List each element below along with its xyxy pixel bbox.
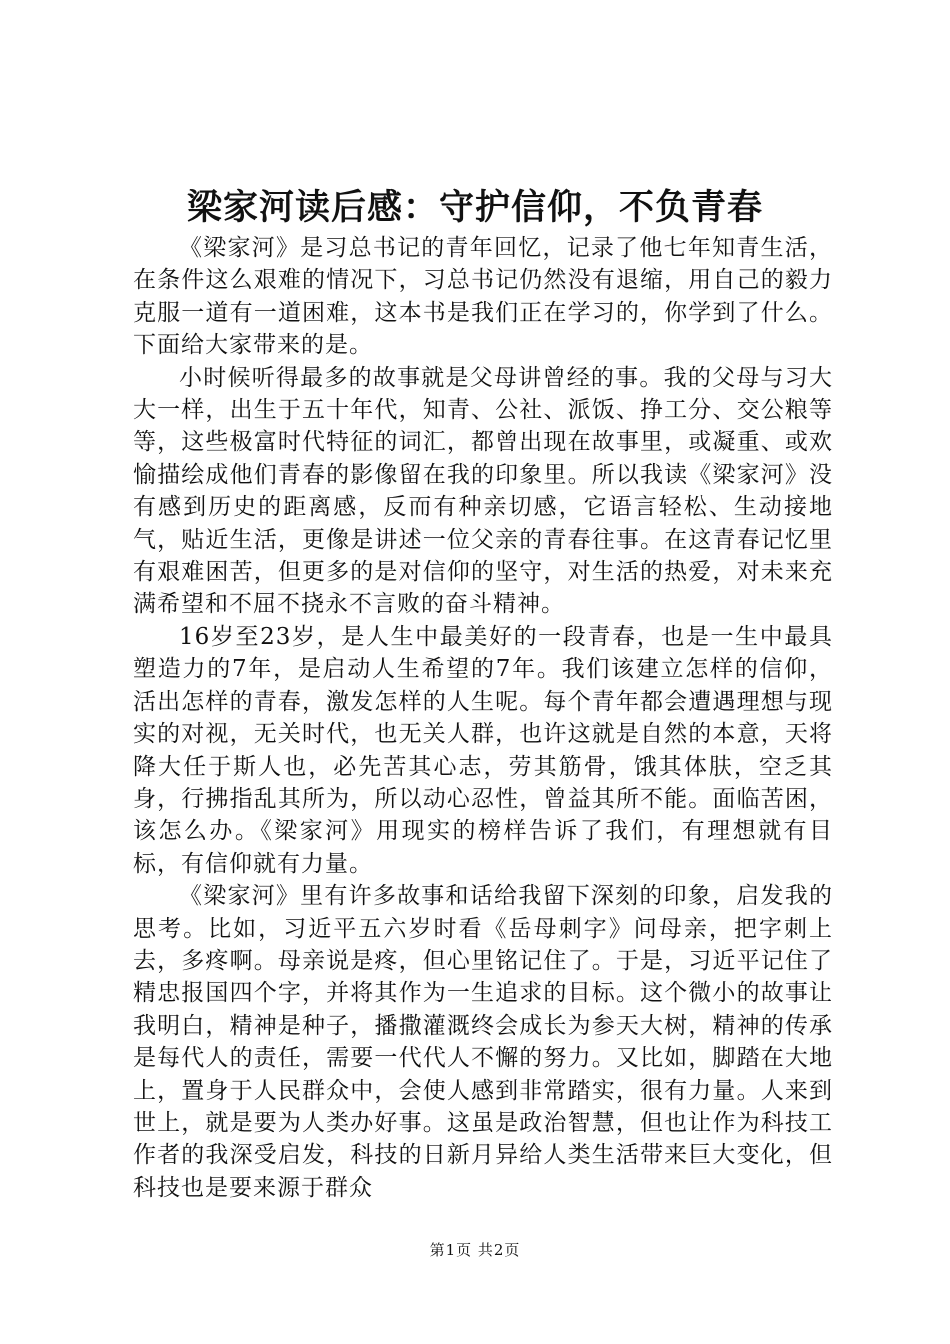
paragraph-3: 16岁至23岁，是人生中最美好的一段青春，也是一生中最具塑造力的7年，是启动人生希望的7年。我们该建立怎样的信仰，活出怎样的青春，激发怎样的人生呢。每个青年都会遭遇理想与现实的对视，无关时代，也无关人群，也许这就是自然的本意，天将降大任于斯人也，必先苦其心志，劳其筋骨，饿其体肤，空乏其身，行拂指乱其所为，所以动心忍性，曾益其所不能。面临苦困，该怎么办。《梁家河》用现实的榜样告诉了我们，有理想就有目标，有信仰就有力量。 (133, 623, 833, 877)
paragraph-4: 《梁家河》里有许多故事和话给我留下深刻的印象，启发我的思考。比如，习近平五六岁时看《岳母刺字》问母亲，把字刺上去，多疼啊。母亲说是疼，但心里铭记住了。于是，习近平记住了精忠报国四个字，并将其作为一生追求的目标。这个微小的故事让我明白，精神是种子，播撒灌溉终会成长为参天大树，精神的传承是每代人的责任，需要一代代人不懈的努力。又比如，脚踏在大地上，置身于人民群众中，会使人感到非常踏实，很有力量。人来到世上，就是要为人类办好事。这虽是政治智慧，但也让作为科技工作者的我深受启发，科技的日新月异给人类生活带来巨大变化，但科技也是要来源于群众 (133, 883, 833, 1201)
page-number-footer: 第1页 共2页 (429, 1241, 521, 1259)
paragraph-2: 小时候听得最多的故事就是父母讲曾经的事。我的父母与习大大一样，出生于五十年代，知青、公社、派饭、挣工分、交公粮等等，这些极富时代特征的词汇，都曾出现在故事里，或凝重、或欢愉描绘成他们青春的影像留在我的印象里。所以我读《梁家河》没有感到历史的距离感，反而有种亲切感，它语言轻松、生动接地气，贴近生活，更像是讲述一位父亲的青春往事。在这青春记忆里有艰难困苦，但更多的是对信仰的坚守，对生活的热爱，对未来充满希望和不屈不挠永不言败的奋斗精神。 (133, 364, 833, 618)
document-title: 梁家河读后感：守护信仰，不负青春 (186, 187, 763, 228)
paragraph-1: 《梁家河》是习总书记的青年回忆，记录了他七年知青生活，在条件这么艰难的情况下，习总书记仍然没有退缩，用自己的毅力克服一道有一道困难，这本书是我们正在学习的，你学到了什么。下面给大家带来的是。 (133, 235, 833, 359)
document-body (133, 232, 833, 1204)
